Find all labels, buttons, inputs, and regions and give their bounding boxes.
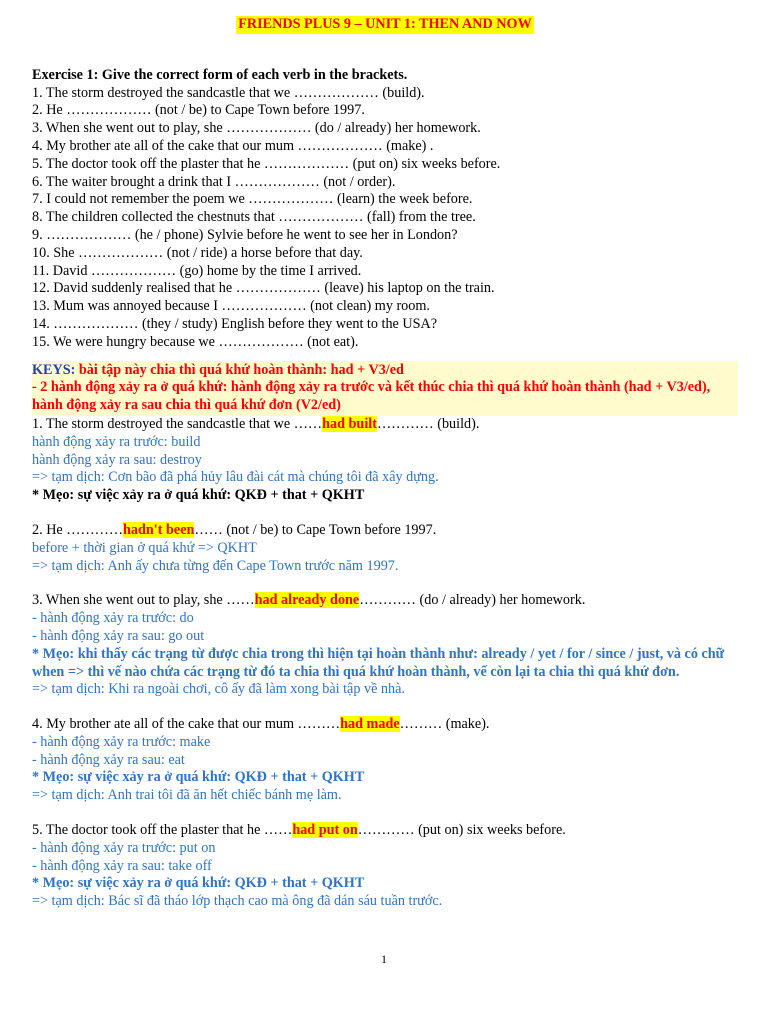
document-page	[32, 14, 738, 911]
answer-highlight: had already done	[254, 592, 360, 609]
answer-prefix: 3. When she went out to play, she ……	[32, 592, 255, 609]
answer-prefix: 5. The doctor took off the plaster that he ……	[32, 822, 293, 839]
answer-prefix: 4. My brother ate all of the cake that our mum ………	[32, 716, 341, 733]
note-line: => tạm dịch: Anh trai tôi đã ăn hết chiếc bánh mẹ làm.	[32, 787, 342, 804]
tip-line: * Mẹo: sự việc xảy ra ở quá khứ: QKĐ + that + QKHT	[32, 769, 365, 786]
question-item: 2. He ……………… (not / be) to Cape Town before 1997.	[32, 102, 365, 119]
answer-prefix: 1. The storm destroyed the sandcastle that we ……	[32, 415, 323, 432]
page-number: 1	[381, 952, 387, 966]
answer-prefix: 2. He …………	[32, 521, 124, 538]
note-line: - hành động xảy ra sau: take off	[32, 857, 212, 874]
answer-highlight: had built	[322, 415, 377, 432]
answer-suffix: …… (not / be) to Cape Town before 1997.	[194, 521, 437, 538]
question-item: 6. The waiter brought a drink that I ……………… (not / order).	[32, 173, 396, 190]
note-line: - hành động xảy ra trước: do	[32, 610, 194, 627]
answer-block	[32, 716, 738, 805]
exercise-heading: Exercise 1: Give the correct form of each verb in the brackets.	[32, 66, 408, 83]
question-item: 5. The doctor took off the plaster that he ……………… (put on) six weeks before.	[32, 155, 501, 172]
question-item: 9. ……………… (he / phone) Sylvie before he went to see her in London?	[32, 226, 458, 243]
answer-block	[32, 592, 738, 699]
note-line: => tạm dịch: Khi ra ngoài chơi, cô ấy đã làm xong bài tập về nhà.	[32, 681, 405, 698]
question-item: 8. The children collected the chestnuts that ……………… (fall) from the tree.	[32, 209, 476, 226]
question-item: 1. The storm destroyed the sandcastle that we ……………… (build).	[32, 84, 425, 101]
question-item: 13. Mum was annoyed because I ……………… (not clean) my room.	[32, 298, 430, 315]
answer-highlight: hadn't been	[123, 521, 195, 538]
question-item: 4. My brother ate all of the cake that our mum ……………… (make) .	[32, 137, 434, 154]
answer-block	[32, 416, 738, 505]
note-line: => tạm dịch: Anh ấy chưa từng đến Cape Town trước năm 1997.	[32, 557, 399, 574]
keys-rule: bài tập này chia thì quá khứ hoàn thành: had + V3/ed	[75, 361, 404, 378]
note-line: - hành động xảy ra trước: put on	[32, 839, 216, 856]
tip-line: * Mẹo: sự việc xảy ra ở quá khứ: QKĐ + that + QKHT	[32, 487, 365, 504]
answer-line	[32, 592, 738, 610]
answer-suffix: ………… (build).	[376, 415, 480, 432]
answer-highlight: had put on	[292, 822, 358, 839]
answer-highlight: had made	[340, 716, 400, 733]
note-line: hành động xảy ra sau: destroy	[32, 451, 202, 468]
tip-line: * Mẹo: sự việc xảy ra ở quá khứ: QKĐ + that + QKHT	[32, 875, 365, 892]
title-row	[32, 16, 738, 34]
answer-line	[32, 416, 738, 434]
tip-line: * Mẹo: khi thấy các trạng từ được chia trong thì hiện tại hoàn thành như: already / yet / for / since / just, và có chữ when => thì vế nào chứa các trạng từ đó ta chia thì quá khứ hoàn thành, vế còn lại ta chia thì quá khứ đơn.	[32, 645, 725, 680]
question-item: 14. ……………… (they / study) English before they went to the USA?	[32, 315, 438, 332]
question-item: 10. She ……………… (not / ride) a horse before that day.	[32, 244, 363, 261]
answer-line	[32, 522, 738, 540]
answer-suffix: ……… (make).	[399, 716, 490, 733]
question-item: 11. David ……………… (go) home by the time I arrived.	[32, 262, 362, 279]
keys-label: KEYS:	[32, 361, 76, 378]
note-line: before + thời gian ở quá khứ => QKHT	[32, 539, 257, 556]
note-line: - hành động xảy ra sau: eat	[32, 751, 185, 768]
answer-line	[32, 822, 738, 840]
keys-line-2: - 2 hành động xảy ra ở quá khứ: hành động xảy ra trước và kết thúc chia thì quá khứ hoàn thành (had + V3/ed), hành động xảy ra sau chia thì quá khứ đơn (V2/ed)	[32, 379, 711, 414]
question-list	[32, 85, 738, 352]
document-title: FRIENDS PLUS 9 – UNIT 1: THEN AND NOW	[238, 16, 532, 32]
answer-block	[32, 522, 738, 575]
keys-box	[32, 361, 738, 416]
question-item: 7. I could not remember the poem we ……………… (learn) the week before.	[32, 191, 473, 208]
note-line: hành động xảy ra trước: build	[32, 433, 201, 450]
note-line: => tạm dịch: Cơn bão đã phá hủy lâu đài cát mà chúng tôi đã xây dựng.	[32, 469, 439, 486]
answer-block	[32, 822, 738, 911]
question-item: 15. We were hungry because we ……………… (not eat).	[32, 333, 359, 350]
question-item: 3. When she went out to play, she ……………… (do / already) her homework.	[32, 120, 481, 137]
answer-line	[32, 716, 738, 734]
question-item: 12. David suddenly realised that he ……………… (leave) his laptop on the train.	[32, 280, 495, 297]
answer-suffix: ………… (do / already) her homework.	[359, 592, 586, 609]
note-line: => tạm dịch: Bác sĩ đã tháo lớp thạch cao mà ông đã dán sáu tuần trước.	[32, 893, 443, 910]
keys-line-1	[32, 362, 738, 380]
answer-suffix: ………… (put on) six weeks before.	[357, 822, 566, 839]
note-line: - hành động xảy ra sau: go out	[32, 627, 205, 644]
note-line: - hành động xảy ra trước: make	[32, 733, 211, 750]
